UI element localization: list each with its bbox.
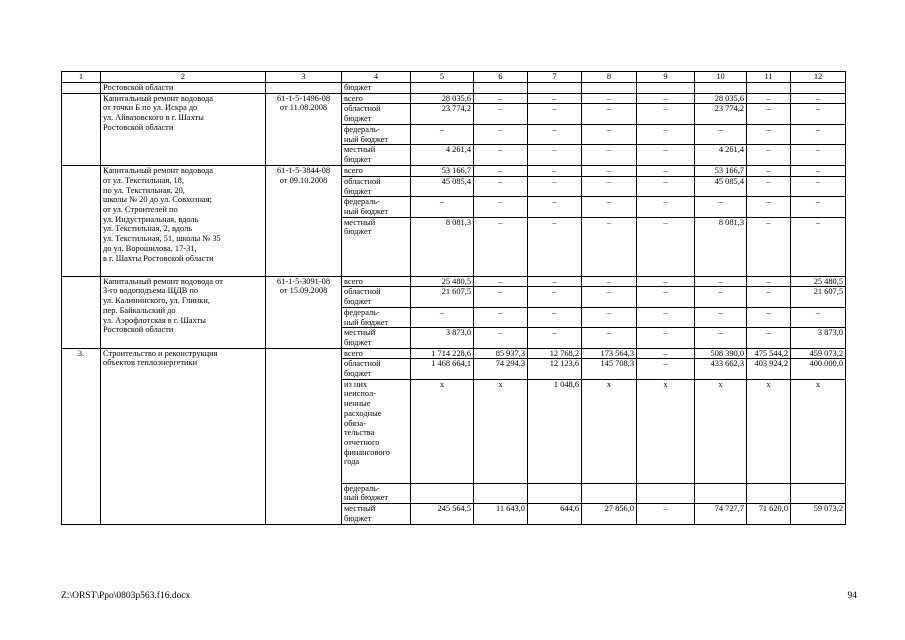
value-cell: – (791, 124, 846, 144)
column-header: 5 (411, 72, 474, 83)
value-cell (474, 483, 528, 503)
value-cell: 23 774,2 (695, 104, 747, 124)
value-cell (528, 483, 582, 503)
row-number (62, 276, 101, 348)
value-cell: – (528, 93, 582, 104)
value-cell: – (695, 307, 747, 327)
value-cell: – (637, 287, 695, 307)
value-cell: – (528, 176, 582, 196)
value-cell: – (528, 104, 582, 124)
project-code (266, 348, 342, 524)
funding-source: местный бюджет (342, 217, 411, 276)
value-cell: x (411, 379, 474, 483)
value-cell: 59 073,2 (791, 504, 846, 524)
column-header: 6 (474, 72, 528, 83)
value-cell: – (582, 166, 637, 177)
value-cell: – (582, 307, 637, 327)
value-cell: – (695, 287, 747, 307)
value-cell: 475 544,2 (747, 348, 791, 359)
value-cell: 45 085,4 (695, 176, 747, 196)
value-cell: – (474, 307, 528, 327)
value-cell: – (474, 328, 528, 348)
value-cell: 145 708,3 (582, 359, 637, 379)
value-cell: – (528, 197, 582, 217)
value-cell: – (582, 276, 637, 287)
column-header: 7 (528, 72, 582, 83)
value-cell: – (637, 276, 695, 287)
value-cell: – (747, 176, 791, 196)
value-cell: 11 643,0 (474, 504, 528, 524)
funding-source: местный бюджет (342, 504, 411, 524)
value-cell: – (637, 145, 695, 166)
value-cell: – (474, 104, 528, 124)
column-header: 9 (637, 72, 695, 83)
value-cell: – (474, 217, 528, 276)
value-cell: – (528, 307, 582, 327)
value-cell: 403 924,2 (747, 359, 791, 379)
column-header: 3 (266, 72, 342, 83)
value-cell: – (637, 348, 695, 359)
table-row (62, 348, 846, 359)
row-number (62, 166, 101, 277)
value-cell: – (474, 176, 528, 196)
value-cell: 644,6 (528, 504, 582, 524)
value-cell: – (747, 307, 791, 327)
value-cell (747, 483, 791, 503)
table-body (62, 72, 846, 525)
value-cell: 85 937,3 (474, 348, 528, 359)
value-cell: – (474, 287, 528, 307)
value-cell: – (791, 217, 846, 276)
value-cell: 21 607,5 (411, 287, 474, 307)
value-cell: 173 564,3 (582, 348, 637, 359)
row-number (62, 93, 101, 166)
value-cell: x (637, 379, 695, 483)
funding-source: областной бюджет (342, 176, 411, 196)
value-cell (474, 83, 528, 94)
value-cell: – (474, 145, 528, 166)
table-row (62, 83, 846, 94)
funding-source: областной бюджет (342, 287, 411, 307)
value-cell: – (528, 166, 582, 177)
column-header: 8 (582, 72, 637, 83)
value-cell: 1 714 228,6 (411, 348, 474, 359)
value-cell (411, 83, 474, 94)
column-header: 12 (791, 72, 846, 83)
value-cell (637, 83, 695, 94)
column-header: 1 (62, 72, 101, 83)
funding-source: федераль- ный бюджет (342, 197, 411, 217)
value-cell: – (411, 307, 474, 327)
project-code: 61-1-5-1496-08 от 11.08.2008 (266, 93, 342, 166)
value-cell: 45 085,4 (411, 176, 474, 196)
value-cell: x (582, 379, 637, 483)
value-cell: – (474, 124, 528, 144)
value-cell: – (747, 217, 791, 276)
value-cell: – (791, 197, 846, 217)
value-cell: – (582, 93, 637, 104)
project-name: Строительство и реконструкция объектов теплоэнергетики (101, 348, 266, 524)
funding-source: бюджет (342, 83, 411, 94)
project-name: Капитальный ремонт водовода от 3-го водоподъема ЩДВ по ул. Калининского, ул. Глинки, пер. Байкальский до ул. Аэрофлотская в г. Шахты Ростовской области (101, 276, 266, 348)
value-cell: 1 048,6 (528, 379, 582, 483)
value-cell: – (637, 328, 695, 348)
value-cell: 71 620,0 (747, 504, 791, 524)
value-cell: 8 081,3 (695, 217, 747, 276)
value-cell: – (747, 93, 791, 104)
value-cell: – (637, 104, 695, 124)
value-cell: 508 390,0 (695, 348, 747, 359)
budget-table (61, 71, 846, 525)
value-cell: x (747, 379, 791, 483)
value-cell: – (637, 307, 695, 327)
funding-source: областной бюджет (342, 359, 411, 379)
funding-source: федераль- ный бюджет (342, 124, 411, 144)
column-header: 4 (342, 72, 411, 83)
value-cell: – (695, 197, 747, 217)
value-cell: 74 294,3 (474, 359, 528, 379)
funding-source: из них неиспол- ненные расходные обяза- тельства отчетного финансового года (342, 379, 411, 483)
funding-source: всего (342, 348, 411, 359)
value-cell: – (637, 93, 695, 104)
value-cell: – (474, 276, 528, 287)
value-cell: x (791, 379, 846, 483)
funding-source: федераль- ный бюджет (342, 307, 411, 327)
value-cell: – (791, 307, 846, 327)
value-cell: – (637, 124, 695, 144)
value-cell (582, 483, 637, 503)
value-cell: x (474, 379, 528, 483)
column-header: 11 (747, 72, 791, 83)
value-cell: – (747, 328, 791, 348)
value-cell: – (411, 197, 474, 217)
value-cell: – (528, 145, 582, 166)
value-cell: 27 856,0 (582, 504, 637, 524)
value-cell: – (747, 166, 791, 177)
value-cell (528, 83, 582, 94)
value-cell: – (637, 359, 695, 379)
column-header: 2 (101, 72, 266, 83)
value-cell: 74 727,7 (695, 504, 747, 524)
value-cell: 12 768,2 (528, 348, 582, 359)
value-cell: – (791, 176, 846, 196)
column-header: 10 (695, 72, 747, 83)
value-cell: – (582, 328, 637, 348)
value-cell (582, 83, 637, 94)
value-cell (791, 483, 846, 503)
value-cell: 53 166,7 (411, 166, 474, 177)
value-cell: 8 081,3 (411, 217, 474, 276)
value-cell: – (747, 124, 791, 144)
value-cell: x (695, 379, 747, 483)
value-cell (695, 483, 747, 503)
project-code: 61-1-5-3844-08 от 09.10.2008 (266, 166, 342, 277)
project-name: Ростовской области (101, 83, 266, 94)
value-cell: 4 261,4 (411, 145, 474, 166)
footer-file-path: Z:\ORST\Ppo\0803p563.f16.docx (61, 591, 191, 601)
funding-source: федераль- ный бюджет (342, 483, 411, 503)
value-cell: 25 480,5 (791, 276, 846, 287)
value-cell: 3 873,0 (411, 328, 474, 348)
value-cell: – (582, 197, 637, 217)
value-cell: – (474, 197, 528, 217)
value-cell: – (747, 287, 791, 307)
value-cell: – (791, 166, 846, 177)
table-row (62, 166, 846, 177)
value-cell: – (791, 145, 846, 166)
value-cell: – (528, 124, 582, 144)
value-cell: 3 873,0 (791, 328, 846, 348)
funding-source: областной бюджет (342, 104, 411, 124)
value-cell: 21 607,5 (791, 287, 846, 307)
value-cell: – (747, 197, 791, 217)
value-cell: – (637, 197, 695, 217)
value-cell: 23 774,2 (411, 104, 474, 124)
table-row (62, 276, 846, 287)
value-cell: – (582, 124, 637, 144)
value-cell: 53 166,7 (695, 166, 747, 177)
value-cell (695, 83, 747, 94)
value-cell: 28 035,6 (411, 93, 474, 104)
value-cell: – (747, 276, 791, 287)
value-cell: – (791, 104, 846, 124)
value-cell: – (747, 145, 791, 166)
row-number: 3. (62, 348, 101, 524)
value-cell: – (474, 166, 528, 177)
funding-source: всего (342, 276, 411, 287)
project-code (266, 83, 342, 94)
value-cell (411, 483, 474, 503)
value-cell (637, 483, 695, 503)
funding-source: местный бюджет (342, 145, 411, 166)
header-row (62, 72, 846, 83)
value-cell: – (695, 276, 747, 287)
value-cell: – (528, 328, 582, 348)
page-number: 94 (847, 591, 857, 601)
value-cell (747, 83, 791, 94)
value-cell: – (582, 176, 637, 196)
value-cell: – (582, 287, 637, 307)
value-cell: 245 564,5 (411, 504, 474, 524)
project-name: Капитальный ремонт водовода от точки Б по ул. Искра до ул. Айвазовского в г. Шахты Ростовской области (101, 93, 266, 166)
value-cell: – (528, 276, 582, 287)
value-cell: 459 073,2 (791, 348, 846, 359)
value-cell: – (637, 217, 695, 276)
value-cell: – (695, 124, 747, 144)
value-cell: 28 035,6 (695, 93, 747, 104)
value-cell: 12 123,6 (528, 359, 582, 379)
table-row (62, 93, 846, 104)
value-cell: 4 261,4 (695, 145, 747, 166)
value-cell: – (528, 287, 582, 307)
funding-source: всего (342, 166, 411, 177)
value-cell: – (582, 145, 637, 166)
value-cell: 1 468 664,1 (411, 359, 474, 379)
value-cell: – (637, 504, 695, 524)
value-cell: – (474, 93, 528, 104)
value-cell: 25 480,5 (411, 276, 474, 287)
row-number (62, 83, 101, 94)
value-cell: – (747, 104, 791, 124)
value-cell (791, 83, 846, 94)
value-cell: – (637, 176, 695, 196)
value-cell: 400 000,0 (791, 359, 846, 379)
value-cell: – (528, 217, 582, 276)
project-code: 61-1-5-3091-08 от 15.09.2008 (266, 276, 342, 348)
value-cell: – (582, 217, 637, 276)
value-cell: – (791, 93, 846, 104)
funding-source: всего (342, 93, 411, 104)
project-name: Капитальный ремонт водовода от ул. Текстильная, 18, по ул. Текстильная, 20, школы № 20 до ул. Совхозная; от ул. Строителей по ул. Индустриальная, вдоль ул. Текстильная, 2, вдоль ул. Текстильная, 51, школы № 35 до ул. Ворошилова, 17-31, в г. Шахты Ростовской области (101, 166, 266, 277)
value-cell: – (637, 166, 695, 177)
value-cell: 433 662,3 (695, 359, 747, 379)
value-cell: – (695, 328, 747, 348)
value-cell: – (582, 104, 637, 124)
value-cell: – (411, 124, 474, 144)
funding-source: местный бюджет (342, 328, 411, 348)
